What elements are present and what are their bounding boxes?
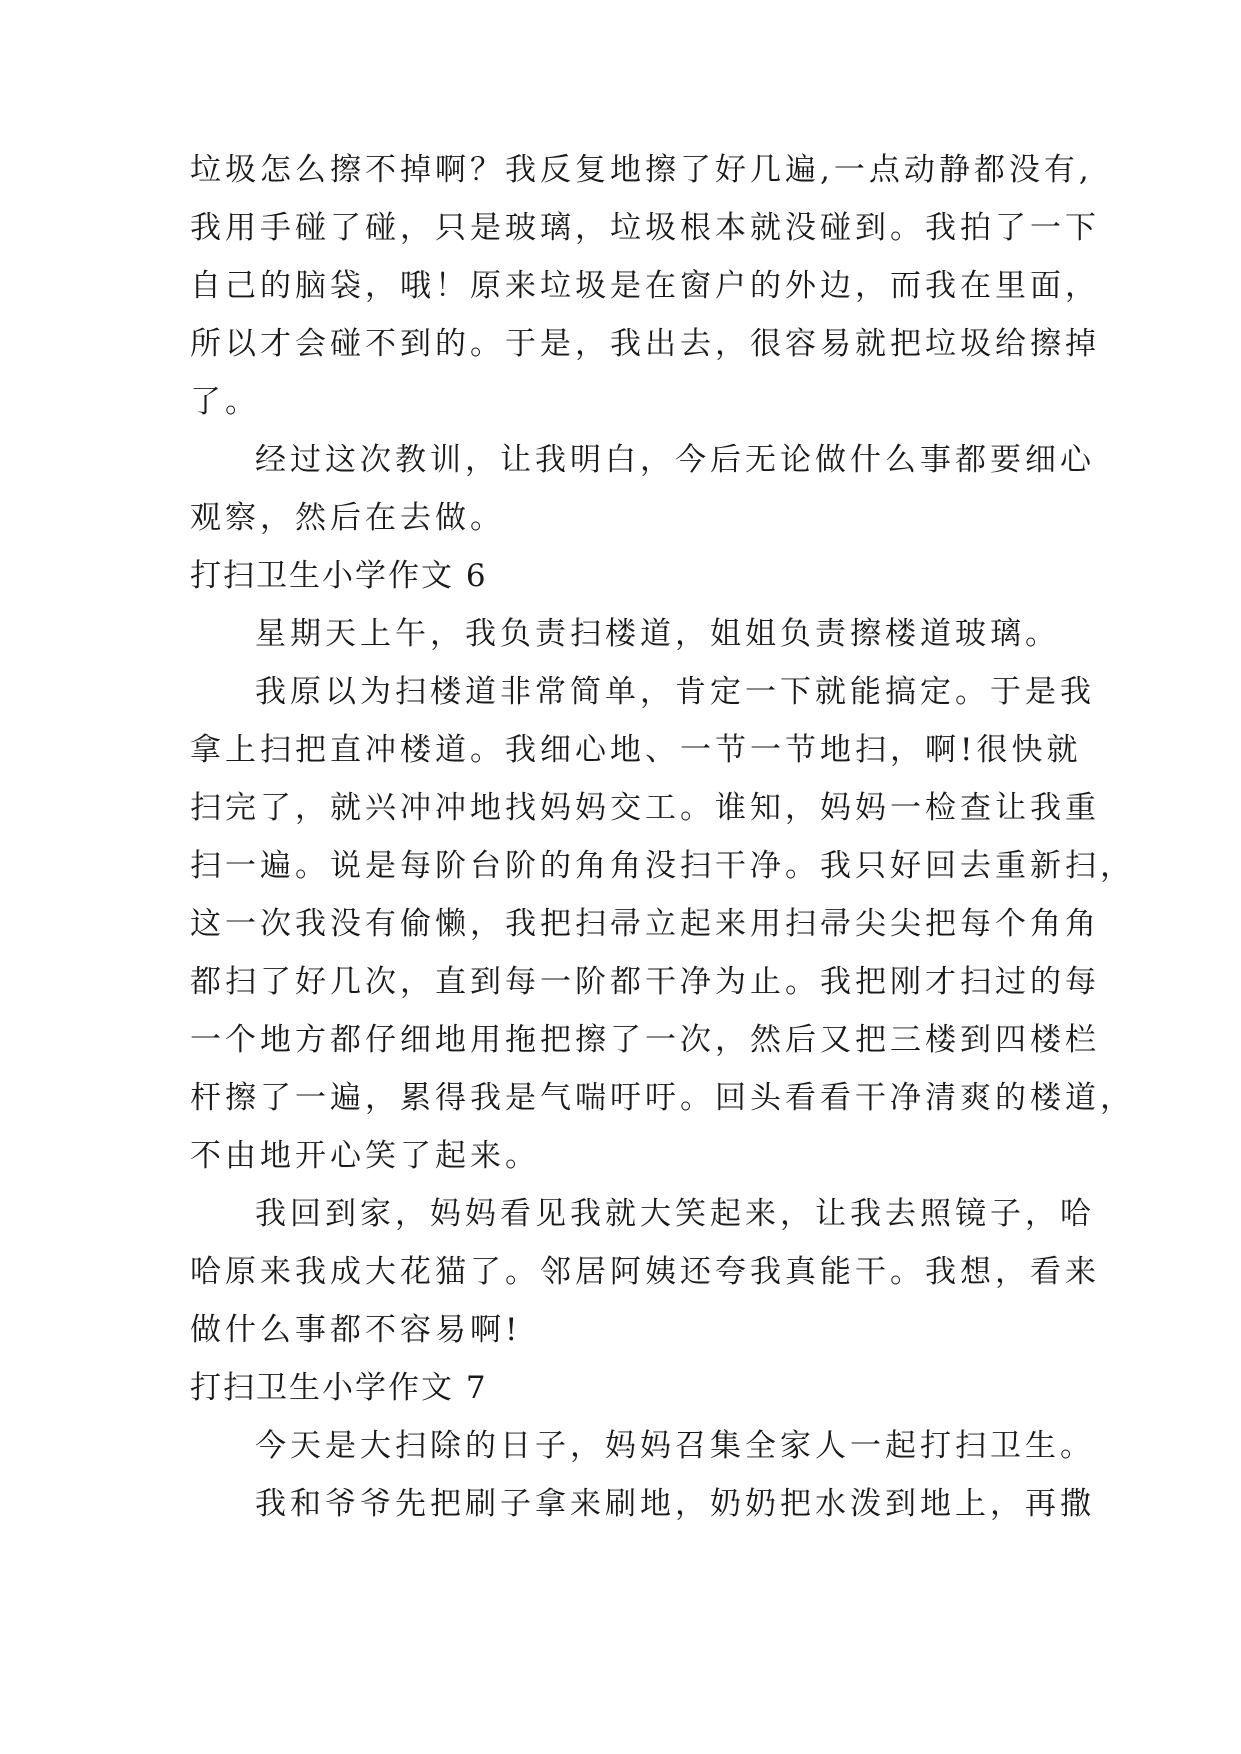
text-line: 观察，然后在去做。 (190, 500, 505, 536)
text-line: 了。 (190, 384, 260, 420)
text-line: 做什么事都不容易啊! (190, 1312, 522, 1348)
text-line: 扫一遍。说是每阶台阶的角角没扫干净。我只好回去重新扫， (190, 848, 1135, 884)
text-line: 这一次我没有偷懒，我把扫帚立起来用扫帚尖尖把每个角角 (190, 906, 1100, 942)
text-line: 星期天上午，我负责扫楼道，姐姐负责擦楼道玻璃。 (255, 616, 1060, 652)
text-line: 扫完了，就兴冲冲地找妈妈交工。谁知，妈妈一检查让我重 (190, 790, 1100, 826)
text-line: 我和爷爷先把刷子拿来刷地，奶奶把水泼到地上，再撒 (255, 1486, 1095, 1522)
text-line: 不由地开心笑了起来。 (190, 1138, 540, 1174)
text-line: 今天是大扫除的日子，妈妈召集全家人一起打扫卫生。 (255, 1428, 1095, 1464)
text-line: 我用手碰了碰，只是玻璃，垃圾根本就没碰到。我拍了一下 (190, 210, 1100, 246)
text-line: 哈原来我成大花猫了。邻居阿姨还夸我真能干。我想，看来 (190, 1254, 1100, 1290)
text-line: 我回到家，妈妈看见我就大笑起来，让我去照镜子，哈 (255, 1196, 1095, 1232)
text-line: 拿上扫把直冲楼道。我细心地、一节一节地扫，啊!很快就 (190, 732, 1082, 768)
text-line: 所以才会碰不到的。于是，我出去，很容易就把垃圾给擦掉 (190, 326, 1100, 362)
text-line: 垃圾怎么擦不掉啊？我反复地擦了好几遍,一点动静都没有, (190, 152, 1093, 188)
text-line: 我原以为扫楼道非常简单，肯定一下就能搞定。于是我 (255, 674, 1095, 710)
text-line: 杆擦了一遍，累得我是气喘吁吁。回头看看干净清爽的楼道， (190, 1080, 1135, 1116)
text-line: 自己的脑袋，哦！原来垃圾是在窗户的外边，而我在里面， (190, 268, 1100, 304)
text-line: 一个地方都仔细地用拖把擦了一次，然后又把三楼到四楼栏 (190, 1022, 1100, 1058)
section-heading: 打扫卫生小学作文 7 (190, 1370, 488, 1406)
text-line: 都扫了好几次，直到每一阶都干净为止。我把刚才扫过的每 (190, 964, 1100, 1000)
text-line: 经过这次教训，让我明白，今后无论做什么事都要细心 (255, 442, 1095, 478)
section-heading: 打扫卫生小学作文 6 (190, 558, 488, 594)
